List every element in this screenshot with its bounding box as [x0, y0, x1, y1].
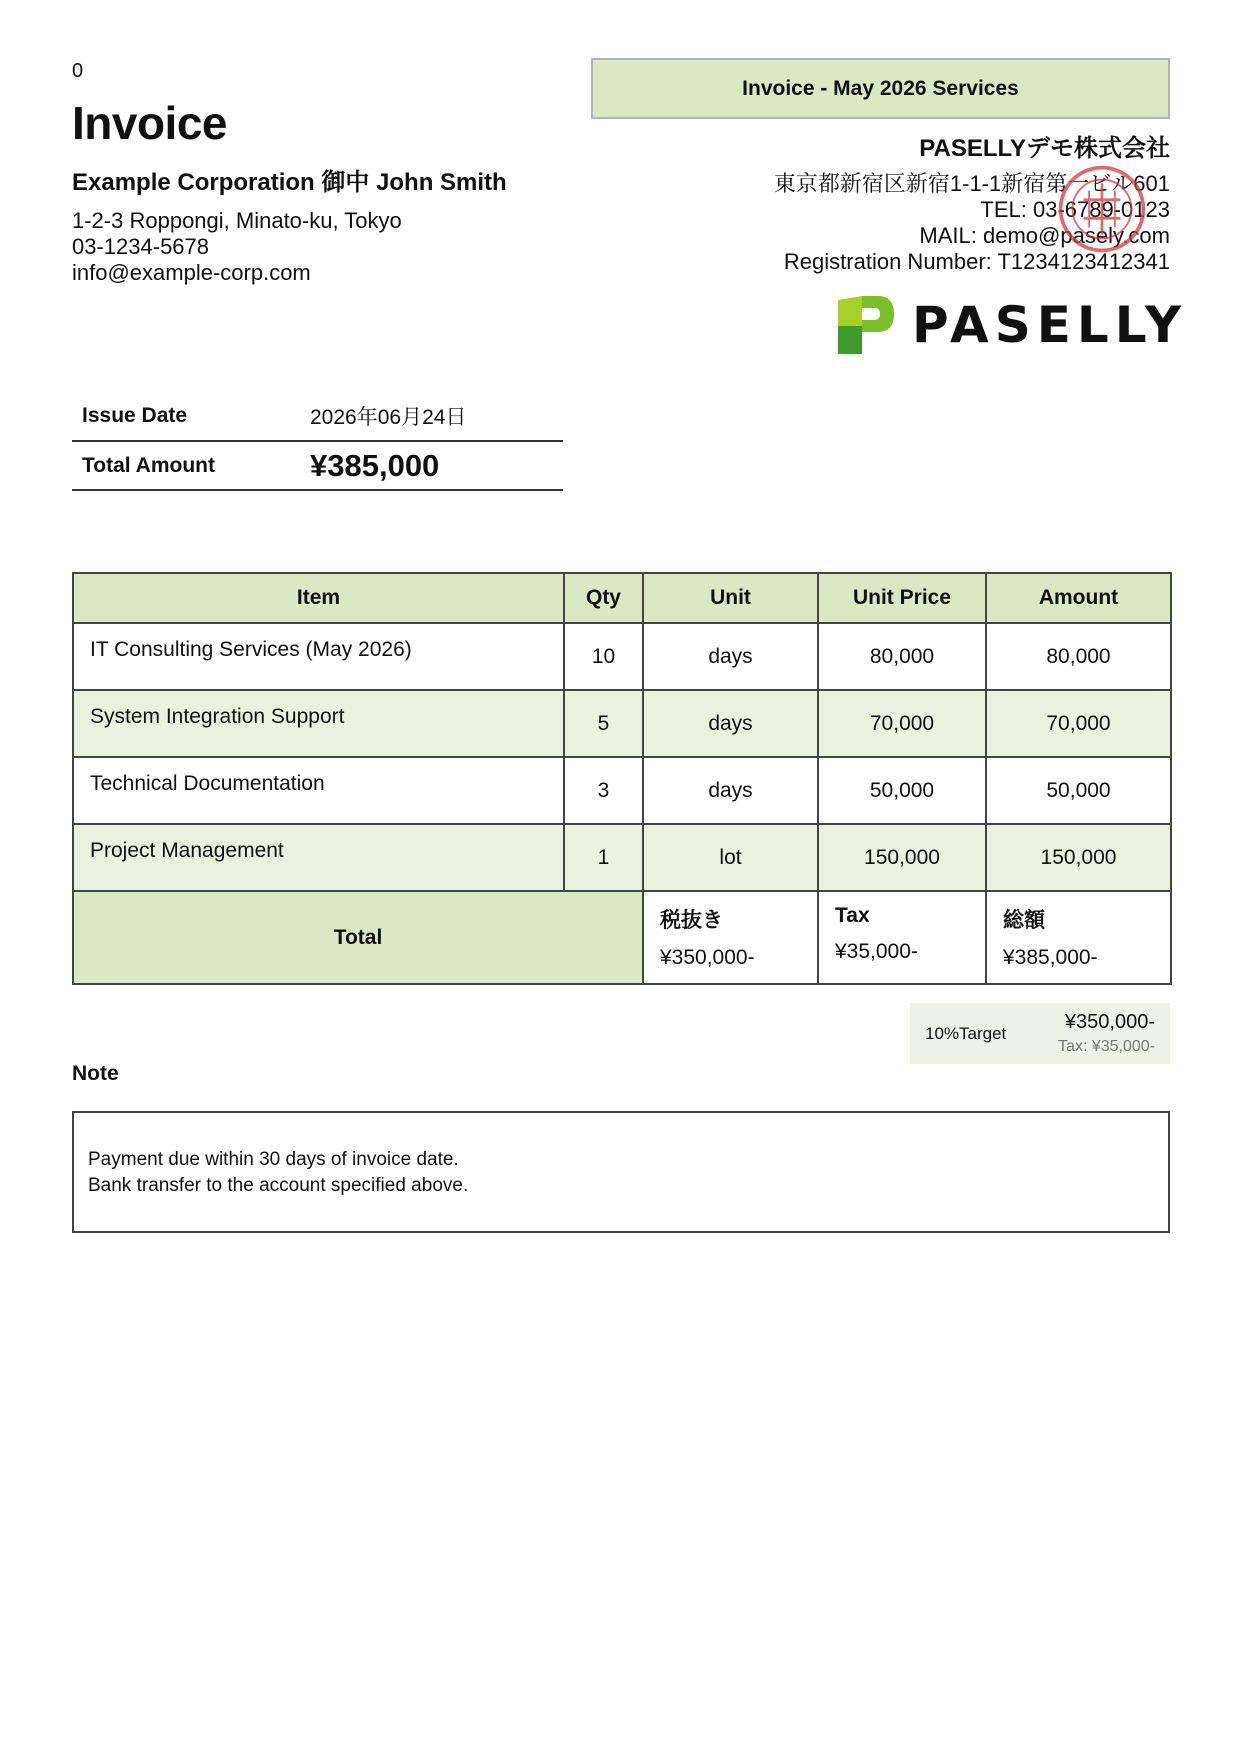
issuer-tel: TEL: 03-6789-0123	[980, 197, 1170, 222]
issuer-address: 東京都新宿区新宿1-1-1新宿第一ビル601	[773, 171, 1170, 196]
tax-value: ¥35,000-	[835, 940, 918, 963]
row-unit: lot	[643, 824, 818, 891]
total-amount-row	[72, 441, 563, 490]
issue-date-row	[72, 392, 563, 441]
note-line-2: Bank transfer to the account specified above.	[88, 1175, 469, 1196]
total-label: Total	[73, 891, 643, 984]
row-item: Project Management	[73, 824, 564, 891]
table-row	[73, 824, 1171, 891]
tax-rate-label: 10%Target	[925, 1023, 1007, 1043]
total-amount-value: ¥385,000	[300, 441, 563, 490]
pasely-logo-icon	[838, 296, 894, 354]
client-phone: 03-1234-5678	[72, 234, 210, 259]
row-amount: 150,000	[986, 824, 1171, 891]
table-row	[73, 757, 1171, 824]
note-box	[72, 1111, 1170, 1233]
summary-table	[72, 392, 563, 491]
header-unit-price: Unit Price	[818, 573, 986, 623]
tax-label: Tax	[835, 904, 870, 927]
row-unit-price: 150,000	[818, 824, 986, 891]
invoice-number: 0	[72, 60, 84, 82]
row-unit: days	[643, 757, 818, 824]
tax-cell	[818, 891, 986, 984]
company-logo	[838, 296, 1187, 354]
table-row	[73, 623, 1171, 690]
row-qty: 1	[564, 824, 643, 891]
tax-amount: Tax: ¥35,000-	[1058, 1038, 1155, 1055]
page-title: Invoice	[72, 97, 228, 149]
subtotal-label: 税抜き	[660, 909, 723, 932]
totals-row	[73, 891, 1171, 984]
client-name: Example Corporation 御中 John Smith	[72, 169, 507, 196]
row-qty: 5	[564, 690, 643, 757]
header-unit: Unit	[643, 573, 818, 623]
taxable-amount: ¥350,000-	[1064, 1011, 1155, 1033]
row-qty: 3	[564, 757, 643, 824]
row-unit-price: 70,000	[818, 690, 986, 757]
header-item: Item	[73, 573, 564, 623]
subtotal-cell	[643, 891, 818, 984]
client-email: info@example-corp.com	[72, 260, 311, 285]
note-line-1: Payment due within 30 days of invoice date.	[88, 1149, 459, 1170]
note-title: Note	[72, 1062, 119, 1085]
row-amount: 50,000	[986, 757, 1171, 824]
logo-wordmark: PASELLY	[912, 296, 1188, 354]
tax-breakdown-box	[910, 1003, 1170, 1064]
row-amount: 80,000	[986, 623, 1171, 690]
issue-date-label: Issue Date	[72, 392, 300, 441]
client-info	[72, 208, 402, 286]
tax-breakdown-values	[1058, 1011, 1155, 1056]
row-unit: days	[643, 690, 818, 757]
issue-date-value: 2026年06月24日	[300, 392, 563, 441]
row-unit-price: 50,000	[818, 757, 986, 824]
client-address: 1-2-3 Roppongi, Minato-ku, Tokyo	[72, 208, 402, 233]
row-item: Technical Documentation	[73, 757, 564, 824]
header-amount: Amount	[986, 573, 1171, 623]
row-amount: 70,000	[986, 690, 1171, 757]
subject-box: Invoice - May 2026 Services	[591, 58, 1170, 119]
items-table	[72, 572, 1172, 985]
subtotal-value: ¥350,000-	[660, 946, 755, 969]
grand-total-label: 総額	[1003, 909, 1045, 932]
issuer-registration: Registration Number: T1234123412341	[783, 249, 1170, 274]
header-qty: Qty	[564, 573, 643, 623]
issuer-mail: MAIL: demo@pasely.com	[919, 223, 1170, 248]
issuer-name: PASELLYデモ株式会社	[919, 135, 1170, 162]
company-seal-icon	[1056, 163, 1148, 255]
grand-total-value: ¥385,000-	[1003, 946, 1098, 969]
grand-total-cell	[986, 891, 1171, 984]
table-header-row	[73, 573, 1171, 623]
row-unit: days	[643, 623, 818, 690]
row-item: System Integration Support	[73, 690, 564, 757]
table-row	[73, 690, 1171, 757]
row-item: IT Consulting Services (May 2026)	[73, 623, 564, 690]
row-qty: 10	[564, 623, 643, 690]
total-amount-label: Total Amount	[72, 441, 300, 490]
row-unit-price: 80,000	[818, 623, 986, 690]
